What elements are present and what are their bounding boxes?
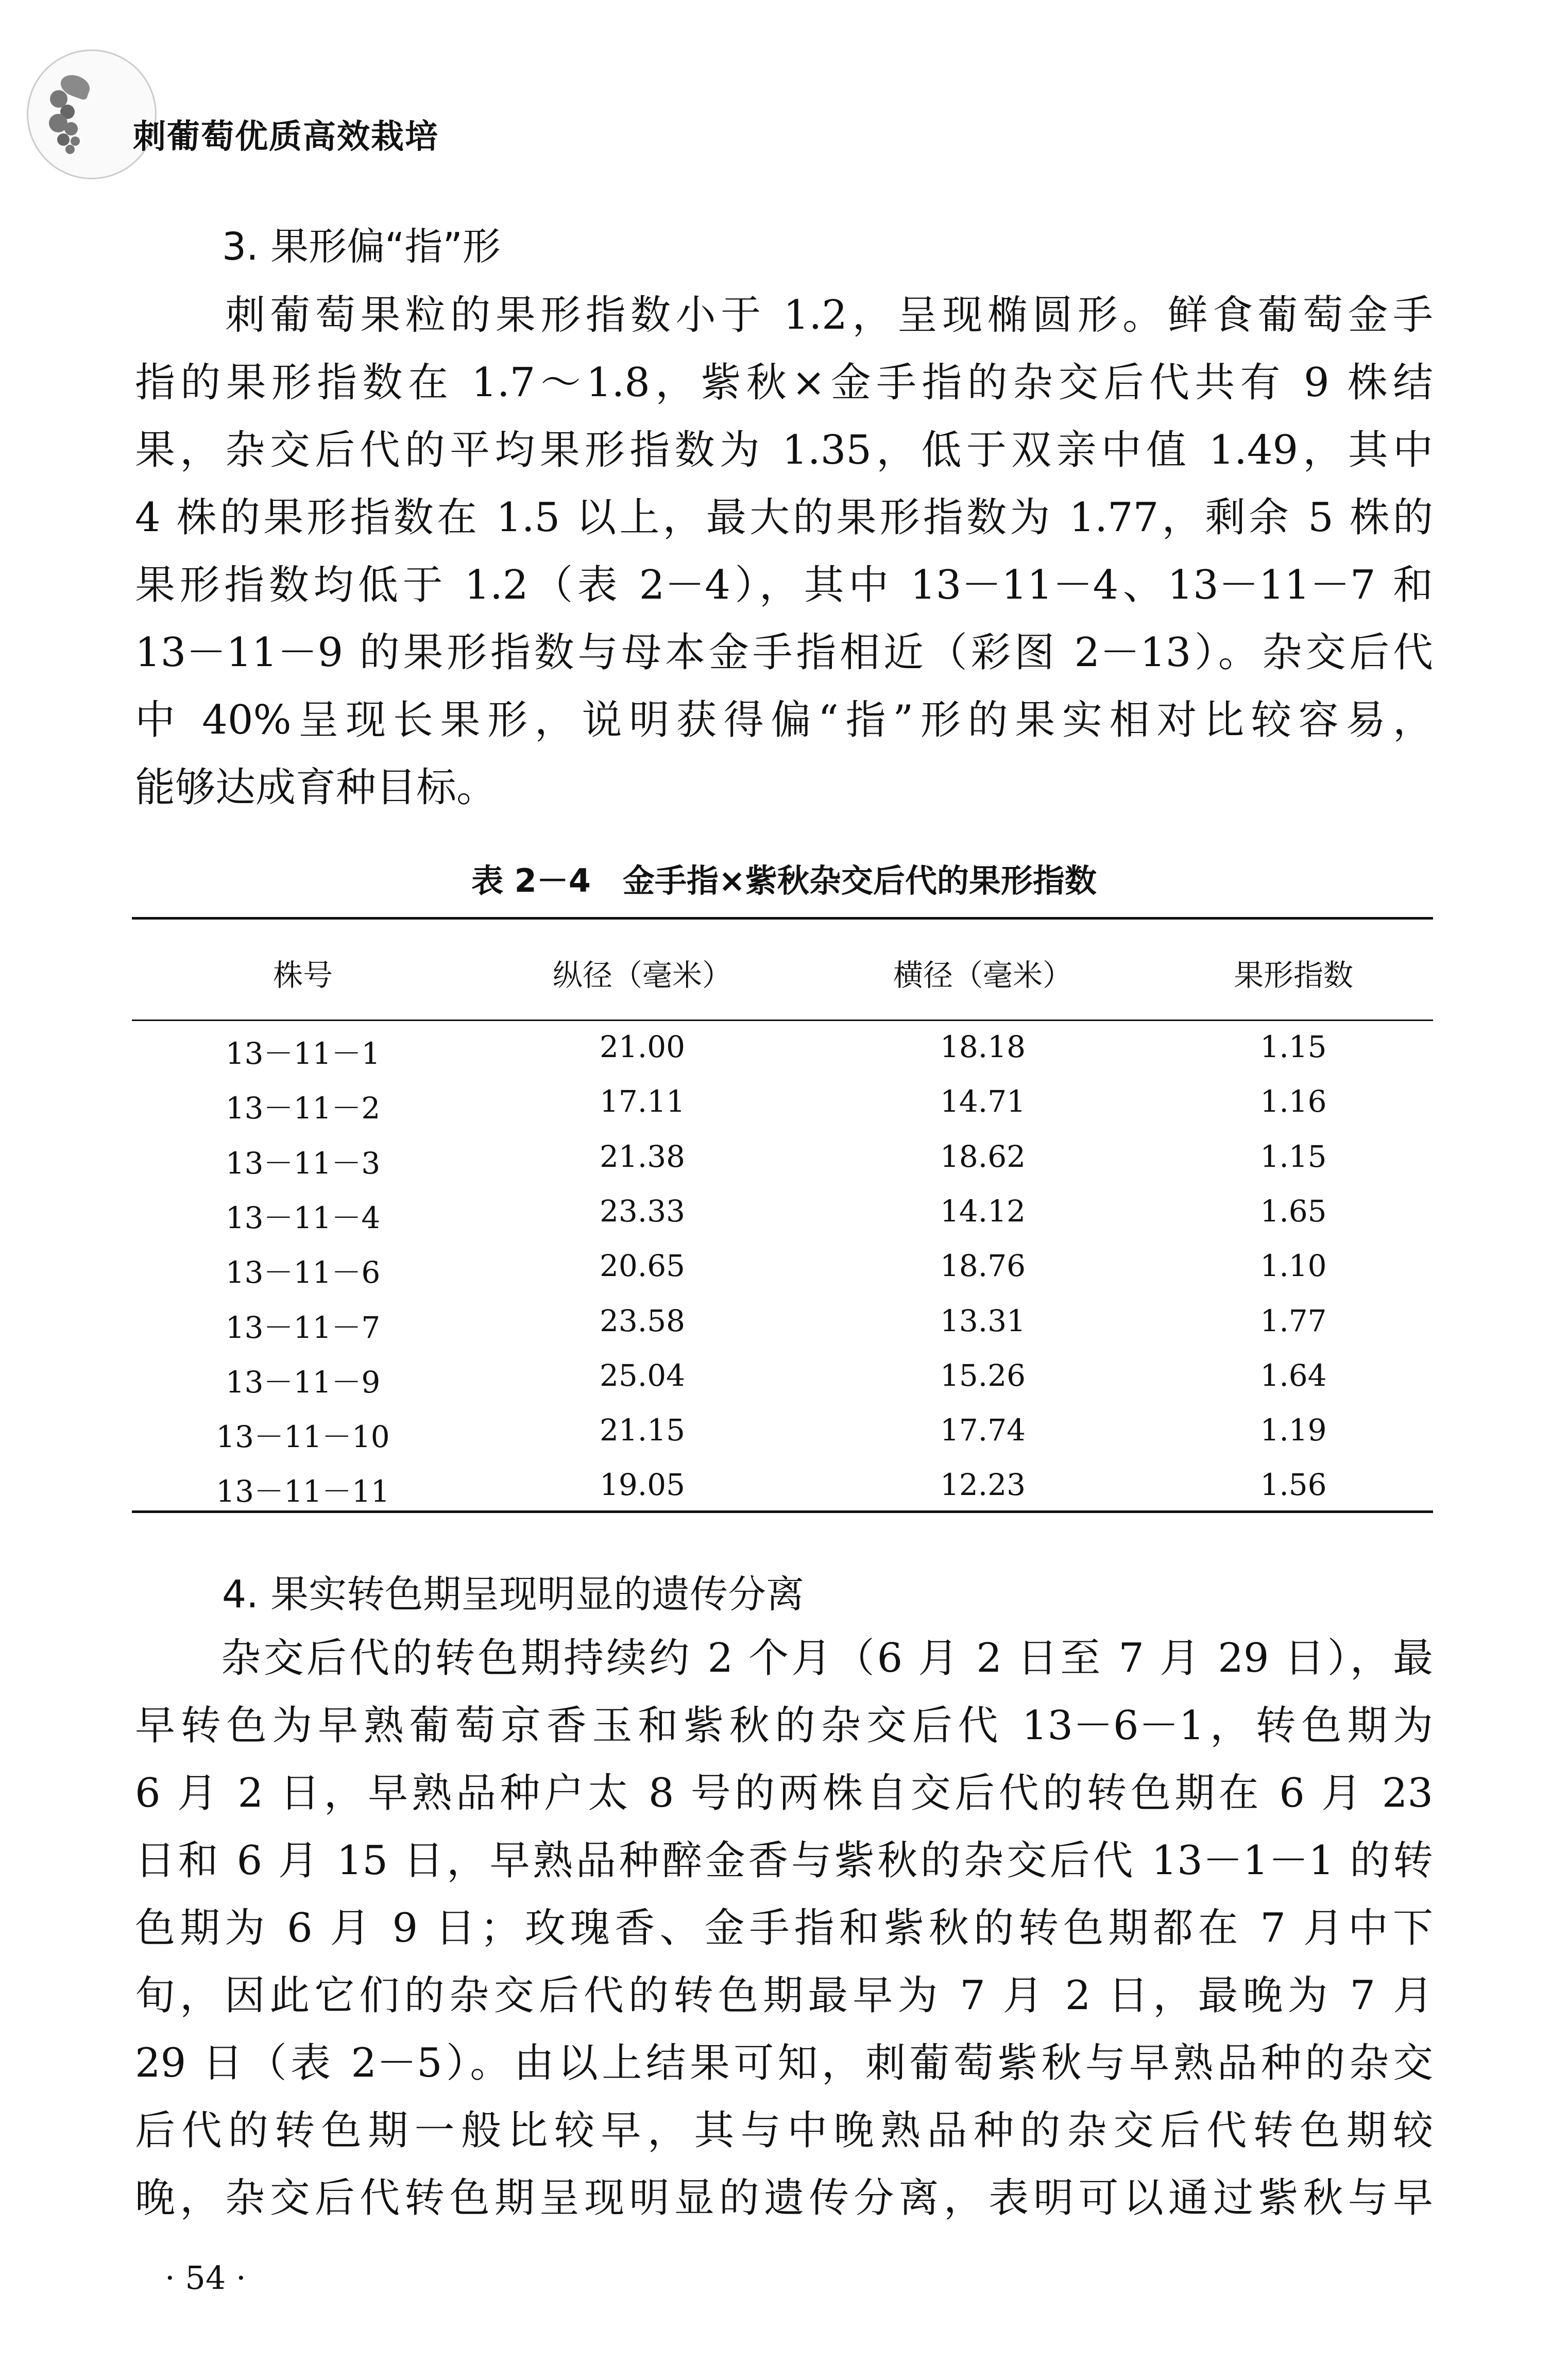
table-cell: 1.15 [1260,1029,1327,1064]
paragraph-line: 晚，杂交后代转色期呈现明显的遗传分离，表明可以通过紫秋与早 [135,2175,1433,2221]
paragraph-line: 指的果形指数在 1.7～1.8，紫秋×金手指的杂交后代共有 9 株结 [135,360,1433,406]
paragraph-line: 旬，因此它们的杂交后代的转色期最早为 7 月 2 日，最晚为 7 月 [135,1973,1433,2019]
table-cell: 14.12 [940,1193,1026,1229]
table-cell: 13.31 [940,1303,1026,1338]
table-caption: 表 2－4 金手指×紫秋杂交后代的果形指数 [471,862,1097,899]
table-cell: 18.76 [940,1248,1026,1284]
section-4-heading: 4. 果实转色期呈现明显的遗传分离 [222,1572,805,1617]
table-cell: 13－11－9 [225,1364,381,1400]
table-cell: 1.16 [1260,1084,1327,1119]
table-column-header: 纵径（毫米） [552,958,732,993]
table-cell: 21.38 [599,1138,686,1174]
table-column-header: 株号 [272,958,333,993]
paragraph-line: 29 日（表 2－5）。由以上结果可知，刺葡萄紫秋与早熟品种的杂交 [135,2040,1433,2086]
table-cell: 18.62 [940,1138,1026,1174]
table-top-rule [132,917,1433,920]
paragraph-line: 6 月 2 日，早熟品种户太 8 号的两株自交后代的转色期在 6 月 23 [135,1770,1433,1816]
table-cell: 13－11－3 [225,1145,381,1181]
paragraph-line: 果，杂交后代的平均果形指数为 1.35，低于双亲中值 1.49，其中 [135,427,1433,473]
table-cell: 13－11－7 [225,1310,381,1345]
table-cell: 17.74 [940,1413,1026,1448]
table-cell: 21.15 [599,1413,686,1448]
section-3-heading: 3. 果形偏“指”形 [222,225,501,269]
table-cell: 13－11－6 [225,1255,381,1290]
paragraph-line: 13－11－9 的果形指数与母本金手指相近（彩图 2－13）。杂交后代 [135,630,1433,676]
paragraph-line: 刺葡萄果粒的果形指数小于 1.2，呈现椭圆形。鲜食葡萄金手 [135,292,1433,338]
paragraph-line: 色期为 6 月 9 日；玫瑰香、金手指和紫秋的转色期都在 7 月中下 [135,1905,1433,1951]
book-title: 刺葡萄优质高效栽培 [133,118,439,156]
table-cell: 17.11 [599,1084,686,1119]
table-cell: 13－11－10 [216,1419,390,1455]
paragraph-line: 4 株的果形指数在 1.5 以上，最大的果形指数为 1.77，剩余 5 株的 [135,495,1433,541]
table-cell: 21.00 [599,1029,686,1064]
table-cell: 1.65 [1260,1193,1327,1229]
table-header-rule [132,1019,1433,1021]
table-cell: 15.26 [940,1357,1026,1393]
table-bottom-rule [132,1510,1433,1513]
table-cell: 20.65 [599,1248,686,1284]
table-cell: 13－11－1 [225,1036,381,1071]
table-cell: 13－11－2 [225,1091,381,1126]
paragraph-line: 能够达成育种目标。 [135,764,497,811]
paragraph-line: 日和 6 月 15 日，早熟品种醉金香与紫秋的杂交后代 13－1－1 的转 [135,1838,1433,1884]
paragraph-line: 早转色为早熟葡萄京香玉和紫秋的杂交后代 13－6－1，转色期为 [135,1703,1433,1749]
table-cell: 18.18 [940,1029,1026,1064]
table-cell: 1.64 [1260,1357,1327,1393]
table-cell: 23.58 [599,1303,686,1338]
table-cell: 1.10 [1260,1248,1327,1284]
table-column-header: 果形指数 [1233,958,1353,993]
page-number: · 54 · [165,2259,246,2297]
table-cell: 12.23 [940,1467,1026,1503]
table-cell: 13－11－4 [225,1200,381,1235]
table-cell: 13－11－11 [216,1474,390,1509]
table-cell: 19.05 [599,1467,686,1503]
table-cell: 1.56 [1260,1467,1327,1503]
paragraph-line: 果形指数均低于 1.2（表 2－4），其中 13－11－4、13－11－7 和 [135,562,1433,608]
table-cell: 1.77 [1260,1303,1327,1338]
table-cell: 1.19 [1260,1413,1327,1448]
table-column-header: 横径（毫米） [893,958,1072,993]
table-cell: 1.15 [1260,1138,1327,1174]
paragraph-line: 中 40%呈现长果形，说明获得偏“指”形的果实相对比较容易， [135,697,1433,743]
paragraph-line: 杂交后代的转色期持续约 2 个月（6 月 2 日至 7 月 29 日），最 [135,1635,1433,1681]
table-cell: 14.71 [940,1084,1026,1119]
table-cell: 25.04 [599,1357,686,1393]
paragraph-line: 后代的转色期一般比较早，其与中晚熟品种的杂交后代转色期较 [135,2108,1433,2154]
table-cell: 23.33 [599,1193,686,1229]
